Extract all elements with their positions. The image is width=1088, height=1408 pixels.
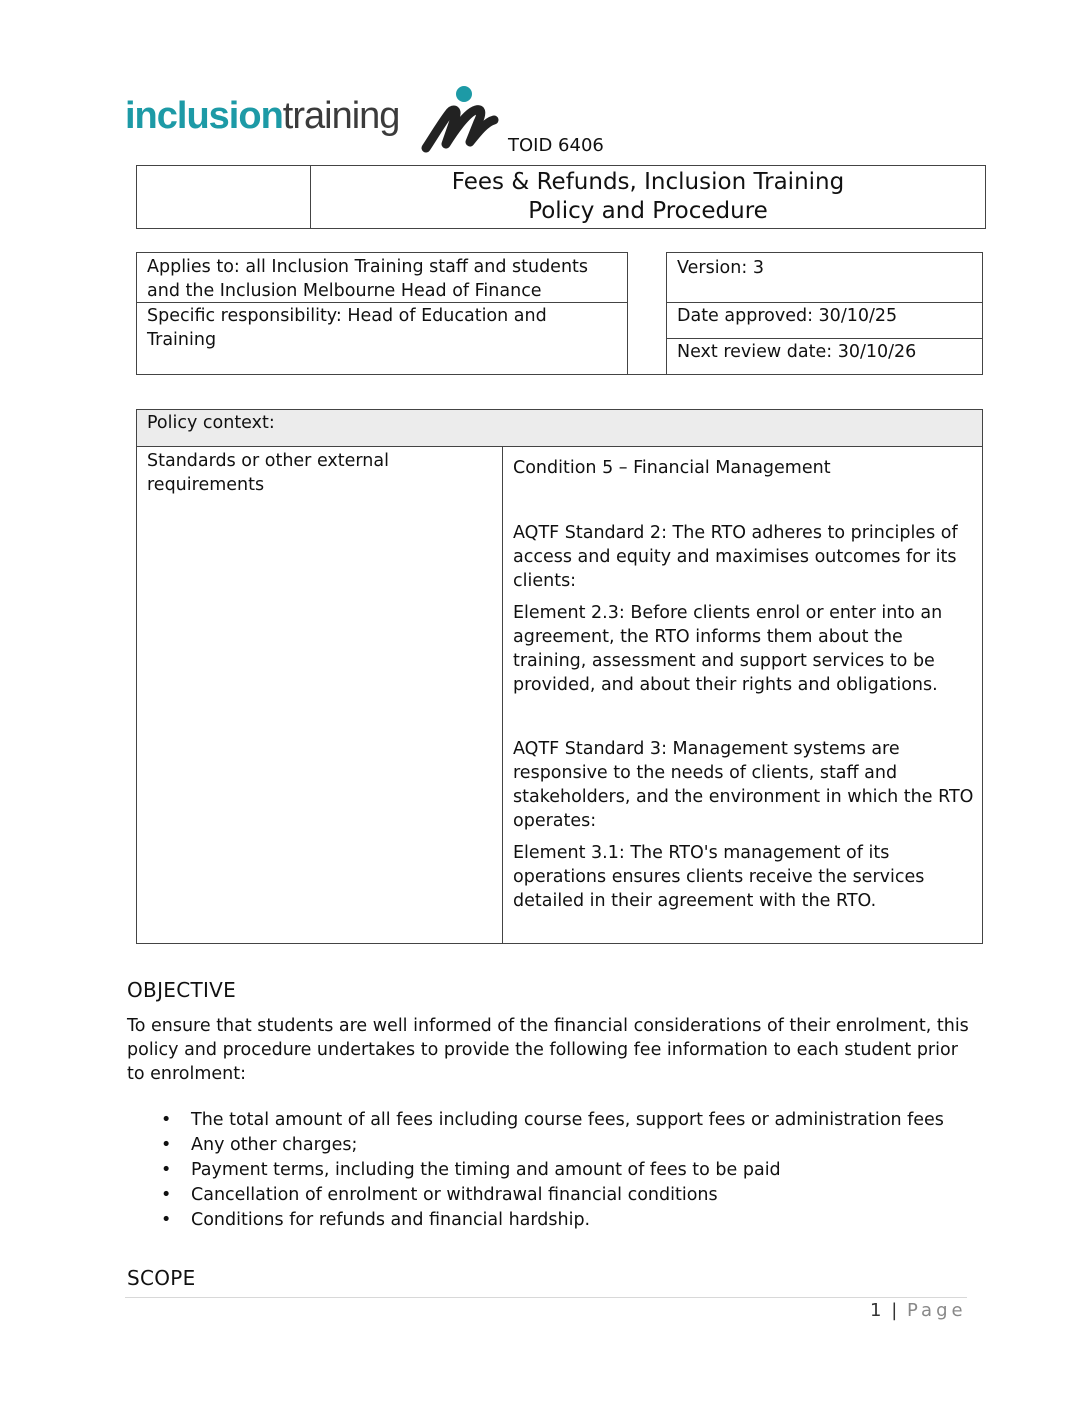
- aqtf-standard-3: AQTF Standard 3: Management systems are responsive to the needs of clients, staff and stakeholders, and the environment in which the RTO operates:: [513, 739, 974, 831]
- objective-bullet-list: [127, 1108, 987, 1233]
- list-item: • Cancellation of enrolment or withdrawal financial conditions: [127, 1183, 987, 1208]
- logo-text-training: training: [282, 95, 400, 137]
- aqtf-standard-2: AQTF Standard 2: The RTO adheres to principles of access and equity and maximises outcomes for its clients:: [513, 523, 958, 591]
- table-gap: [628, 252, 668, 375]
- specific-responsibility-cell: [147, 304, 617, 352]
- logo: [125, 95, 399, 155]
- policy-context-table: [136, 409, 983, 944]
- version-label: Version:: [677, 258, 748, 278]
- date-approved-cell: [677, 304, 972, 328]
- element-2-3: Element 2.3: Before clients enrol or enter into an agreement, the RTO informs them about the training, assessment and support services to be provided, and about their rights and obligations.: [513, 603, 943, 695]
- applies-to-label: Applies to:: [147, 257, 240, 277]
- applies-to-cell: [147, 255, 617, 303]
- version-table: [666, 252, 983, 375]
- applies-to-value: all Inclusion Training staff and students and the Inclusion Melbourne Head of Finance: [147, 257, 589, 301]
- responsibility-value: Head of Education and Training: [147, 306, 547, 350]
- date-approved-label: Date approved:: [677, 306, 813, 326]
- standards-content: [513, 456, 975, 913]
- toid-label: TOID 6406: [508, 135, 604, 156]
- next-review-value: 30/10/26: [832, 342, 917, 362]
- inclusion-training-logo-mark-icon: [420, 82, 510, 154]
- date-approved-value: 30/10/25: [812, 306, 898, 326]
- title-line-2: Policy and Procedure: [528, 198, 768, 224]
- applies-table: [136, 252, 628, 375]
- version-value: 3: [747, 258, 764, 278]
- list-item: • The total amount of all fees including course fees, support fees or administration fees: [127, 1108, 987, 1133]
- version-cell: [677, 256, 972, 280]
- page-number: 1 | Page: [870, 1300, 967, 1321]
- title-table: [136, 165, 986, 229]
- document-title: [311, 168, 985, 226]
- logo-text-inclusion: inclusion: [125, 95, 283, 137]
- list-item: • Any other charges;: [127, 1133, 987, 1158]
- condition-5: Condition 5 – Financial Management: [513, 458, 831, 478]
- list-item: • Payment terms, including the timing and amount of fees to be paid: [127, 1158, 987, 1183]
- next-review-cell: [677, 340, 972, 364]
- standards-label: Standards or other external requirements: [147, 451, 389, 495]
- next-review-label: Next review date:: [677, 342, 833, 362]
- objective-heading: OBJECTIVE: [127, 978, 237, 1002]
- scope-heading: SCOPE: [127, 1266, 196, 1290]
- responsibility-label: Specific responsibility:: [147, 306, 342, 326]
- title-line-1: Fees & Refunds, Inclusion Training: [451, 169, 845, 195]
- list-item: • Conditions for refunds and financial hardship.: [127, 1208, 987, 1233]
- objective-text: To ensure that students are well informed of the financial considerations of their enrolment, this policy and procedure undertakes to provide the following fee information to each student prior to enrolment:: [127, 1016, 969, 1084]
- footer-divider: [125, 1297, 967, 1298]
- policy-context-header: Policy context:: [137, 410, 982, 447]
- element-3-1: Element 3.1: The RTO's management of its operations ensures clients receive the services detailed in their agreement with the RTO.: [513, 843, 925, 911]
